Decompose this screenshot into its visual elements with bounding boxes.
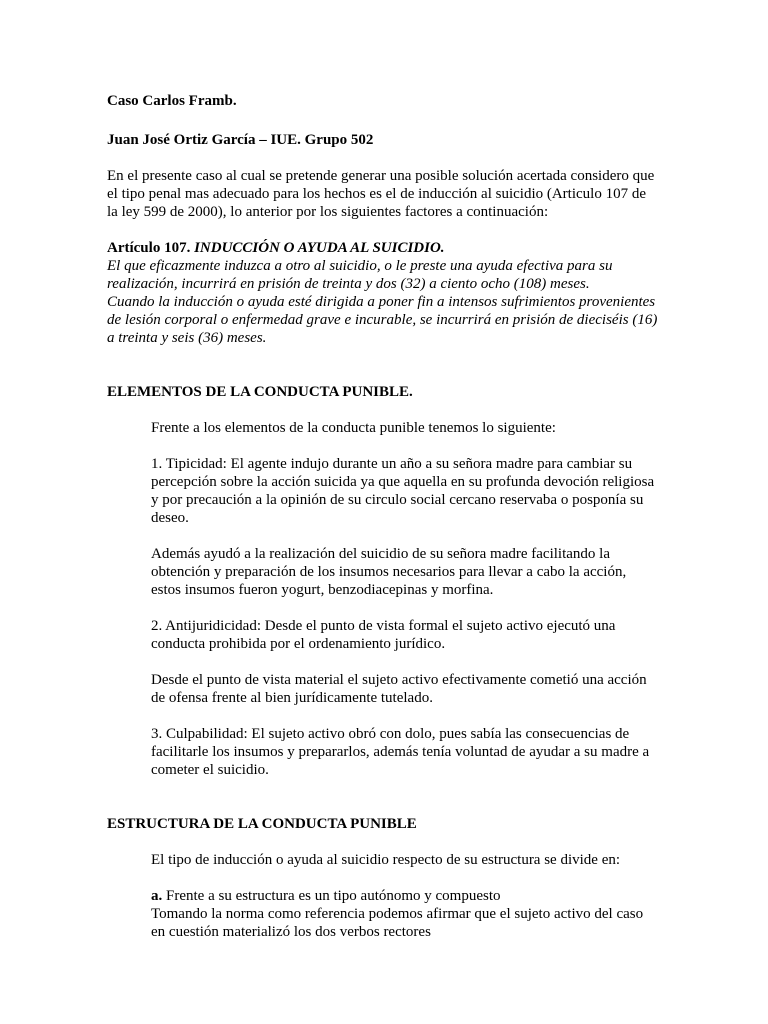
- article-title: INDUCCIÓN O AYUDA AL SUICIDIO.: [194, 240, 445, 256]
- intro-line: En el presente caso al cual se pretende generar una posible solución acertada considero que: [107, 168, 655, 184]
- author-line: Juan José Ortiz García – IUE. Grupo 502: [107, 132, 374, 148]
- item-a-line: [151, 887, 667, 905]
- section-heading-estructura: ESTRUCTURA DE LA CONDUCTA PUNIBLE: [107, 816, 417, 832]
- paragraph-line: Desde el punto de vista material el sujeto activo efectivamente cometió una acción: [151, 672, 647, 688]
- tipicidad-paragraph: [151, 455, 667, 527]
- paragraph-line: obtención y preparación de los insumos necesarios para llevar a cabo la acción,: [151, 564, 627, 580]
- section2-intro: El tipo de inducción o ayuda al suicidio respecto de su estructura se divide en:: [151, 852, 621, 868]
- paragraph-line: estos insumos fueron yogurt, benzodiacepinas y morfina.: [151, 582, 494, 598]
- paragraph-line: facilitarle los insumos y prepararlos, además tenía voluntad de ayudar a su madre a: [151, 744, 650, 760]
- paragraph-line: en cuestión materializó los dos verbos rectores: [151, 924, 431, 940]
- paragraph-line: de ofensa frente al bien jurídicamente tutelado.: [151, 690, 433, 706]
- paragraph-line: Tomando la norma como referencia podemos afirmar que el sujeto activo del caso: [151, 906, 644, 922]
- article-line: Cuando la inducción o ayuda esté dirigida a poner fin a intensos sufrimientos provenientes: [107, 294, 656, 310]
- article-heading: [107, 239, 667, 257]
- item-text: Frente a su estructura es un tipo autónomo y compuesto: [162, 888, 501, 904]
- document-page: [107, 92, 667, 941]
- estructura-item-a: [151, 887, 667, 941]
- article-block: [107, 239, 667, 347]
- paragraph-line: deseo.: [151, 510, 189, 526]
- article-line: de lesión corporal o enfermedad grave e incurable, se incurrirá en prisión de dieciséis (16): [107, 312, 658, 328]
- article-number: Artículo 107.: [107, 240, 191, 256]
- paragraph-line: conducta prohibida por el ordenamiento jurídico.: [151, 636, 446, 652]
- ayuda-paragraph: [151, 545, 667, 599]
- paragraph-line: 2. Antijuridicidad: Desde el punto de vista formal el sujeto activo ejecutó una: [151, 618, 616, 634]
- document-title: Caso Carlos Framb.: [107, 93, 237, 109]
- item-letter: a.: [151, 888, 163, 904]
- section1-intro: Frente a los elementos de la conducta punible tenemos lo siguiente:: [151, 420, 556, 436]
- paragraph-line: y por precaución a la opinión de su circulo social cercano reservaba o posponía su: [151, 492, 644, 508]
- section-heading-elementos: ELEMENTOS DE LA CONDUCTA PUNIBLE.: [107, 384, 413, 400]
- antijuridicidad-paragraph: [151, 617, 667, 653]
- paragraph-line: percepción sobre la acción suicida ya que aquella en su profunda devoción religiosa: [151, 474, 655, 490]
- material-paragraph: [151, 671, 667, 707]
- article-line: realización, incurrirá en prisión de treinta y dos (32) a ciento ocho (108) meses.: [107, 276, 590, 292]
- paragraph-line: 3. Culpabilidad: El sujeto activo obró con dolo, pues sabía las consecuencias de: [151, 726, 630, 742]
- article-line: El que eficazmente induzca a otro al suicidio, o le preste una ayuda efectiva para su: [107, 258, 613, 274]
- intro-line: el tipo penal mas adecuado para los hechos es el de inducción al suicidio (Articulo 107 de: [107, 186, 646, 202]
- intro-paragraph: [107, 167, 667, 221]
- article-line: a treinta y seis (36) meses.: [107, 330, 267, 346]
- intro-line: la ley 599 de 2000), lo anterior por los siguientes factores a continuación:: [107, 204, 549, 220]
- paragraph-line: cometer el suicidio.: [151, 762, 269, 778]
- culpabilidad-paragraph: [151, 725, 667, 779]
- paragraph-line: 1. Tipicidad: El agente indujo durante un año a su señora madre para cambiar su: [151, 456, 633, 472]
- paragraph-line: Además ayudó a la realización del suicidio de su señora madre facilitando la: [151, 546, 610, 562]
